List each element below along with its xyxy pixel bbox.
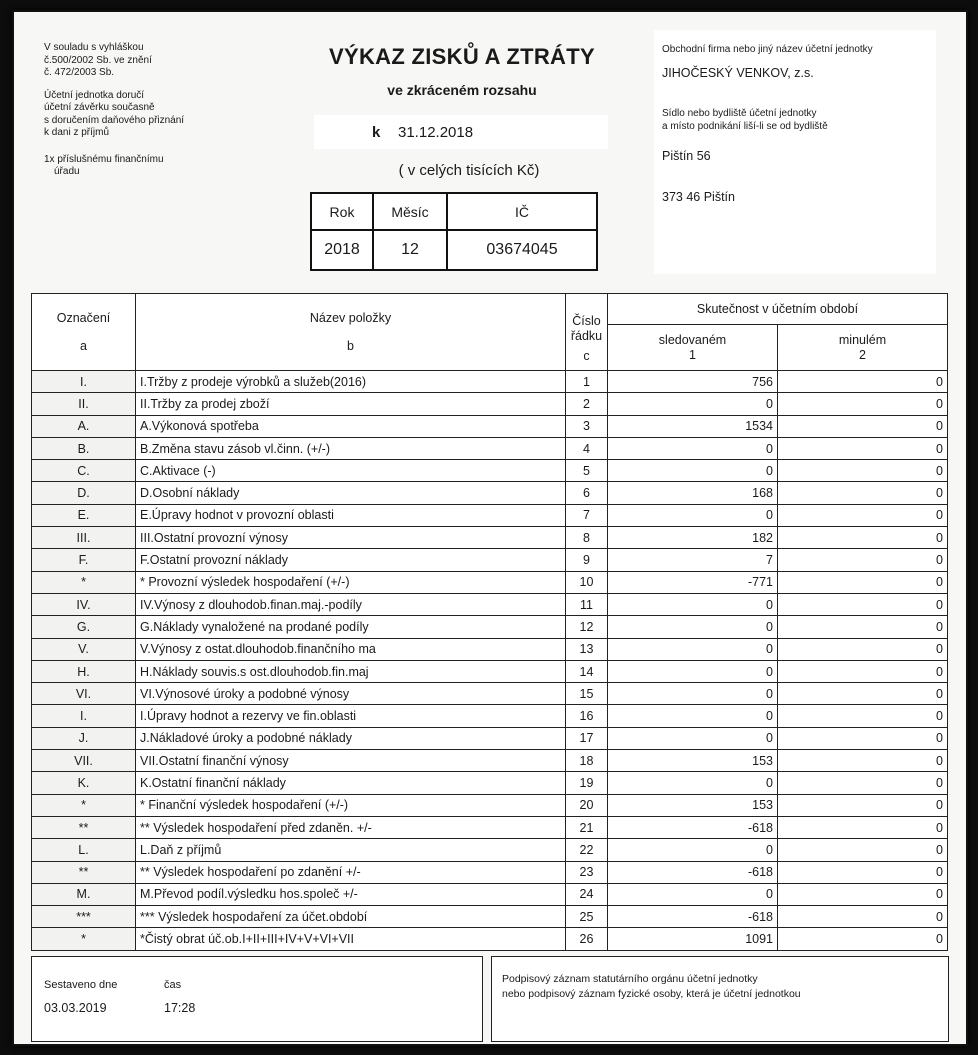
entity-address-label: a místo podnikání liší-li se od bydliště: [662, 121, 828, 132]
table-row: [32, 839, 948, 861]
row-name: II.Tržby za prodej zboží: [136, 393, 566, 415]
row-code: *: [32, 794, 136, 816]
table-row: [32, 794, 948, 816]
row-previous-value: 0: [778, 906, 948, 928]
row-previous-value: 0: [778, 660, 948, 682]
row-code: I.: [32, 705, 136, 727]
row-line-number: 17: [566, 727, 608, 749]
report-title: VÝKAZ ZISKŮ A ZTRÁTY: [329, 44, 595, 69]
period-table: [310, 192, 598, 271]
row-current-value: 0: [608, 638, 778, 660]
year-value: 2018: [311, 230, 373, 270]
table-row: [32, 861, 948, 883]
row-code: F.: [32, 549, 136, 571]
table-body: [32, 371, 948, 951]
report-date-box: [314, 115, 608, 149]
row-current-value: 7: [608, 549, 778, 571]
row-line-number: 14: [566, 660, 608, 682]
entity-address-label: Sídlo nebo bydliště účetní jednotky: [662, 108, 817, 119]
row-code: V.: [32, 638, 136, 660]
table-row: [32, 527, 948, 549]
row-current-value: -618: [608, 816, 778, 838]
year-label: Rok: [311, 193, 373, 230]
row-name: ** Výsledek hospodaření po zdanění +/-: [136, 861, 566, 883]
row-name: C.Aktivace (-): [136, 460, 566, 482]
row-code: C.: [32, 460, 136, 482]
row-code: III.: [32, 527, 136, 549]
header-label: Název položky: [309, 311, 392, 325]
row-line-number: 11: [566, 593, 608, 615]
row-line-number: 22: [566, 839, 608, 861]
header-col-letter: a: [80, 339, 87, 353]
row-current-value: 0: [608, 593, 778, 615]
row-name: H.Náklady souvis.s ost.dlouhodob.fin.maj: [136, 660, 566, 682]
row-code: **: [32, 861, 136, 883]
row-code: E.: [32, 504, 136, 526]
header-label: Číslo: [572, 314, 601, 328]
row-previous-value: 0: [778, 460, 948, 482]
legal-note-line: V souladu s vyhláškou: [44, 42, 144, 53]
month-label: Měsíc: [373, 193, 447, 230]
row-previous-value: 0: [778, 883, 948, 905]
header-oznaceni: [32, 294, 136, 371]
signature-note: Podpisový záznam statutárního orgánu účetní jednotky: [502, 973, 758, 985]
row-code: II.: [32, 393, 136, 415]
row-name: IV.Výnosy z dlouhodob.finan.maj.-podíly: [136, 593, 566, 615]
row-line-number: 8: [566, 527, 608, 549]
row-name: V.Výnosy z ostat.dlouhodob.finančního ma: [136, 638, 566, 660]
row-name: * Provozní výsledek hospodaření (+/-): [136, 571, 566, 593]
row-current-value: 0: [608, 772, 778, 794]
row-name: ** Výsledek hospodaření před zdaněn. +/-: [136, 816, 566, 838]
row-name: VI.Výnosové úroky a podobné výnosy: [136, 683, 566, 705]
table-row: [32, 906, 948, 928]
row-line-number: 24: [566, 883, 608, 905]
row-line-number: 12: [566, 616, 608, 638]
entity-box: [654, 30, 936, 274]
row-previous-value: 0: [778, 371, 948, 393]
report-date: 31.12.2018: [398, 124, 474, 141]
table-row: [32, 772, 948, 794]
row-name: K.Ostatní finanční náklady: [136, 772, 566, 794]
row-previous-value: 0: [778, 705, 948, 727]
entity-city: 373 46 Pištín: [662, 190, 735, 204]
row-name: E.Úpravy hodnot v provozní oblasti: [136, 504, 566, 526]
table-row: [32, 616, 948, 638]
legal-notes: [44, 42, 184, 179]
row-line-number: 5: [566, 460, 608, 482]
ic-value: 03674045: [447, 230, 597, 270]
row-name: * Finanční výsledek hospodaření (+/-): [136, 794, 566, 816]
header-minulem: [778, 325, 948, 371]
table-row: [32, 750, 948, 772]
row-previous-value: 0: [778, 727, 948, 749]
legal-note-line: s doručením daňového přiznání: [44, 114, 185, 126]
row-current-value: -618: [608, 861, 778, 883]
entity-name: JIHOČESKÝ VENKOV, z.s.: [662, 66, 814, 80]
row-name: L.Daň z příjmů: [136, 839, 566, 861]
row-line-number: 16: [566, 705, 608, 727]
ic-label: IČ: [447, 193, 597, 230]
table-row: [32, 482, 948, 504]
signature-note: nebo podpisový záznam fyzické osoby, která je účetní jednotkou: [502, 988, 801, 1000]
row-line-number: 4: [566, 437, 608, 459]
compiled-label: Sestaveno dne: [44, 979, 118, 991]
row-code: B.: [32, 437, 136, 459]
row-line-number: 7: [566, 504, 608, 526]
row-previous-value: 0: [778, 816, 948, 838]
row-name: *Čistý obrat úč.ob.I+II+III+IV+V+VI+VII: [136, 928, 566, 950]
row-previous-value: 0: [778, 504, 948, 526]
row-previous-value: 0: [778, 683, 948, 705]
header-nazev: [136, 294, 566, 371]
header-col-letter: b: [347, 339, 354, 353]
row-code: VI.: [32, 683, 136, 705]
row-current-value: 0: [608, 727, 778, 749]
row-name: III.Ostatní provozní výnosy: [136, 527, 566, 549]
row-previous-value: 0: [778, 393, 948, 415]
row-previous-value: 0: [778, 794, 948, 816]
table-row: [32, 727, 948, 749]
row-previous-value: 0: [778, 593, 948, 615]
row-code: H.: [32, 660, 136, 682]
row-current-value: 756: [608, 371, 778, 393]
header-cislo: [566, 294, 608, 371]
row-current-value: -618: [608, 906, 778, 928]
row-current-value: 0: [608, 660, 778, 682]
table-row: [32, 571, 948, 593]
row-name: I.Úpravy hodnot a rezervy ve fin.oblasti: [136, 705, 566, 727]
row-line-number: 6: [566, 482, 608, 504]
table-row: [32, 504, 948, 526]
row-line-number: 25: [566, 906, 608, 928]
row-code: A.: [32, 415, 136, 437]
document-page: [12, 10, 968, 1046]
table-row: [32, 549, 948, 571]
header-label: minulém: [838, 332, 887, 347]
row-code: L.: [32, 839, 136, 861]
row-code: VII.: [32, 750, 136, 772]
legal-note-line: 1x příslušnému finančnímu: [44, 153, 164, 165]
row-previous-value: 0: [778, 861, 948, 883]
table-row: [32, 415, 948, 437]
row-previous-value: 0: [778, 571, 948, 593]
legal-note-line: č. 472/2003 Sb.: [44, 67, 115, 78]
table-row: [32, 660, 948, 682]
row-current-value: 0: [608, 437, 778, 459]
legal-note-line: k dani z příjmů: [44, 127, 110, 138]
legal-note-line: úřadu: [54, 166, 80, 177]
row-line-number: 20: [566, 794, 608, 816]
row-current-value: 153: [608, 794, 778, 816]
header-label: řádku: [570, 329, 603, 343]
row-previous-value: 0: [778, 437, 948, 459]
row-previous-value: 0: [778, 549, 948, 571]
legal-note-line: Účetní jednotka doručí: [44, 89, 145, 101]
legal-note-line: účetní závěrku současně: [44, 102, 155, 113]
row-line-number: 23: [566, 861, 608, 883]
footer-date-box: [31, 956, 483, 1042]
row-code: D.: [32, 482, 136, 504]
row-current-value: 168: [608, 482, 778, 504]
header-label: Označení: [56, 311, 111, 325]
row-name: G.Náklady vynaložené na prodané podíly: [136, 616, 566, 638]
row-line-number: 1: [566, 371, 608, 393]
table-row: [32, 593, 948, 615]
row-code: J.: [32, 727, 136, 749]
profit-loss-table: [31, 293, 948, 951]
row-previous-value: 0: [778, 527, 948, 549]
row-code: I.: [32, 371, 136, 393]
legal-note-line: č.500/2002 Sb. ve znění: [44, 54, 152, 66]
row-name: *** Výsledek hospodaření za účet.období: [136, 906, 566, 928]
row-previous-value: 0: [778, 638, 948, 660]
row-current-value: 182: [608, 527, 778, 549]
compiled-time: 17:28: [164, 1001, 196, 1015]
row-current-value: 0: [608, 705, 778, 727]
date-prefix: k: [372, 124, 381, 141]
row-previous-value: 0: [778, 415, 948, 437]
header-label: sledovaném: [658, 332, 727, 347]
compiled-date: 03.03.2019: [44, 1001, 107, 1015]
row-current-value: 153: [608, 750, 778, 772]
row-code: ***: [32, 906, 136, 928]
row-name: VII.Ostatní finanční výnosy: [136, 750, 566, 772]
header-col-number: 2: [859, 347, 866, 362]
row-line-number: 15: [566, 683, 608, 705]
header-sledovanem: [608, 325, 778, 371]
row-current-value: 0: [608, 504, 778, 526]
table-row: [32, 460, 948, 482]
row-previous-value: 0: [778, 616, 948, 638]
row-previous-value: 0: [778, 928, 948, 950]
table-row: [32, 883, 948, 905]
row-name: D.Osobní náklady: [136, 482, 566, 504]
table-row: [32, 371, 948, 393]
row-previous-value: 0: [778, 482, 948, 504]
table-row: [32, 705, 948, 727]
row-line-number: 2: [566, 393, 608, 415]
row-line-number: 3: [566, 415, 608, 437]
table-row: [32, 816, 948, 838]
table-row: [32, 638, 948, 660]
row-current-value: 0: [608, 839, 778, 861]
row-name: F.Ostatní provozní náklady: [136, 549, 566, 571]
row-current-value: 0: [608, 683, 778, 705]
table-row: [32, 683, 948, 705]
row-previous-value: 0: [778, 839, 948, 861]
row-current-value: 0: [608, 460, 778, 482]
row-name: J.Nákladové úroky a podobné náklady: [136, 727, 566, 749]
row-current-value: 0: [608, 883, 778, 905]
row-previous-value: 0: [778, 750, 948, 772]
row-current-value: -771: [608, 571, 778, 593]
row-code: G.: [32, 616, 136, 638]
row-line-number: 19: [566, 772, 608, 794]
table-row: [32, 437, 948, 459]
report-subtitle: ve zkráceném rozsahu: [387, 82, 537, 98]
row-code: K.: [32, 772, 136, 794]
row-line-number: 21: [566, 816, 608, 838]
row-current-value: 1534: [608, 415, 778, 437]
header-skutecnost: Skutečnost v účetním období: [608, 294, 948, 325]
row-current-value: 0: [608, 393, 778, 415]
row-line-number: 18: [566, 750, 608, 772]
row-name: A.Výkonová spotřeba: [136, 415, 566, 437]
header-col-letter: c: [583, 349, 590, 363]
table-row: [32, 393, 948, 415]
signature-box: [491, 956, 949, 1042]
row-line-number: 10: [566, 571, 608, 593]
row-code: **: [32, 816, 136, 838]
units-note: ( v celých tisících Kč): [398, 162, 540, 179]
row-current-value: 1091: [608, 928, 778, 950]
row-name: I.Tržby z prodeje výrobků a služeb(2016): [136, 371, 566, 393]
row-code: *: [32, 928, 136, 950]
row-current-value: 0: [608, 616, 778, 638]
row-code: *: [32, 571, 136, 593]
month-value: 12: [373, 230, 447, 270]
entity-name-label: Obchodní firma nebo jiný název účetní jednotky: [662, 44, 873, 55]
row-name: B.Změna stavu zásob vl.činn. (+/-): [136, 437, 566, 459]
row-code: M.: [32, 883, 136, 905]
row-name: M.Převod podíl.výsledku hos.společ +/-: [136, 883, 566, 905]
row-line-number: 13: [566, 638, 608, 660]
table-row: [32, 928, 948, 950]
row-code: IV.: [32, 593, 136, 615]
entity-street: Pištín 56: [662, 149, 711, 163]
row-line-number: 26: [566, 928, 608, 950]
header-col-number: 1: [689, 347, 696, 362]
row-previous-value: 0: [778, 772, 948, 794]
time-label: čas: [164, 979, 182, 991]
row-line-number: 9: [566, 549, 608, 571]
